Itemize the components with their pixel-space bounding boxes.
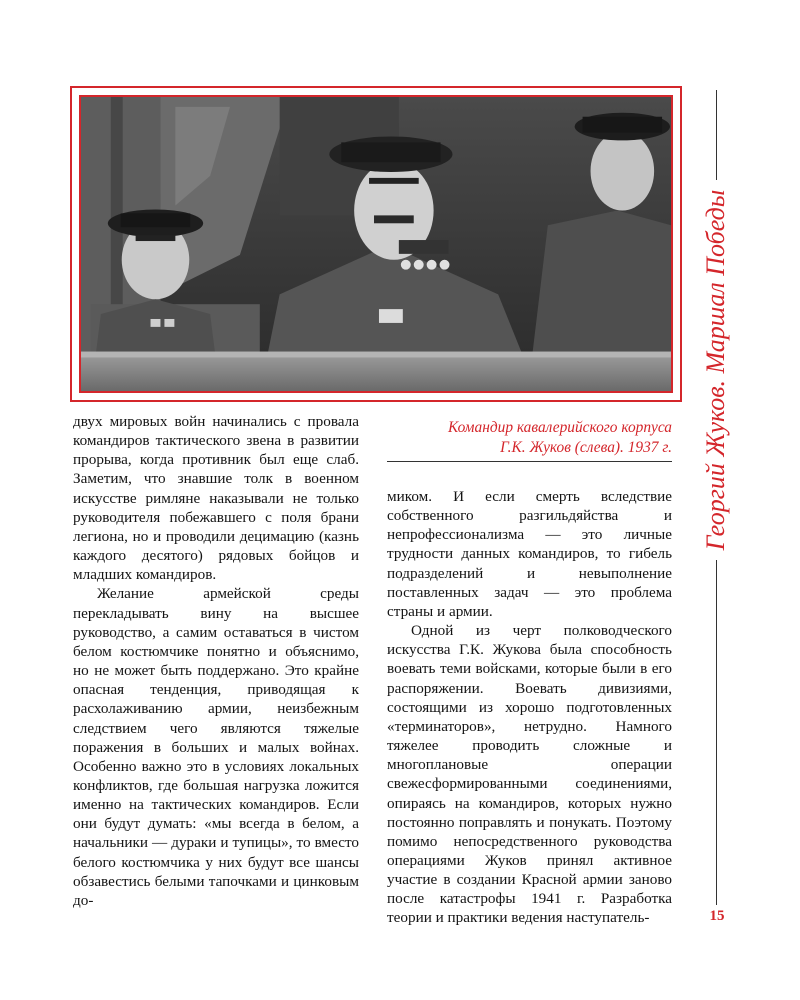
paragraph: Одной из черт полководческого искусства Г.К. Жукова была способность воевать теми войсками, которые были в его распоряжении. Воевать дивизиями, состоящими из хорошо подготовленных «терминаторов», нетрудно. Намного тяжелее проводить сложные и многоплановые операции свежесформированными соединениями, опираясь на командиров, которых нужно постоянно поправлять и понукать. Поэтому помимо непосредственного руководства операциями Жуков принял активное участие в создании Красной армии заново после катастрофы 1941 г. Разработка теории и практики ведения наступатель- [387, 622, 672, 927]
paragraph: миком. И если смерть вследствие собственного разгильдяйства и непрофессионализма — это личные трудности данных командиров, то гибель подразделений и невыполнение поставленных задач — это проблема страны и армии. [387, 488, 672, 620]
left-text-column [73, 412, 359, 910]
caption-line-1: Командир кавалерийского корпуса [447, 419, 672, 436]
running-title: Георгий Жуков. Маршал Победы [701, 189, 730, 551]
historical-photo [79, 95, 673, 393]
photo-frame [70, 86, 682, 402]
side-rule-top [716, 90, 717, 180]
caption-line-2: Г.К. Жуков (слева). 1937 г. [500, 438, 672, 456]
page-number: 15 [709, 908, 725, 924]
photo-caption [387, 418, 672, 457]
side-rule-bottom [716, 560, 717, 905]
right-text-column [387, 487, 672, 928]
caption-divider [387, 461, 672, 462]
paragraph: двух мировых войн начинались с провала командиров тактического звена в развитии прорыва, когда противник был еще слаб. Заметим, что знавшие толк в военном искусстве римляне наказывали не только руководителя побежавшего с поля брани легиона, но и проводили децимацию (казнь каждого десятого) рядовых бойцов и младших командиров. [73, 413, 359, 584]
paragraph: Желание армейской среды перекладывать вину на высшее руководство, а самим оставаться в чистом белом костюмчике понятно и объяснимо, но не может быть поддержано. Это крайне опасная тенденция, приводящая к расхолаживанию армии, неизбежным следствием чего являются тяжелые поражения в больших и малых войнах. Особенно важно это в условиях локальных конфликтов, где большая нагрузка ложится именно на тактических командиров. Если они будут думать: «мы всегда в белом, а начальники — дураки и тупицы», то вместо белого костюмчика у них будут все шансы обзавестись белыми тапочками и цинковым до- [73, 585, 359, 909]
